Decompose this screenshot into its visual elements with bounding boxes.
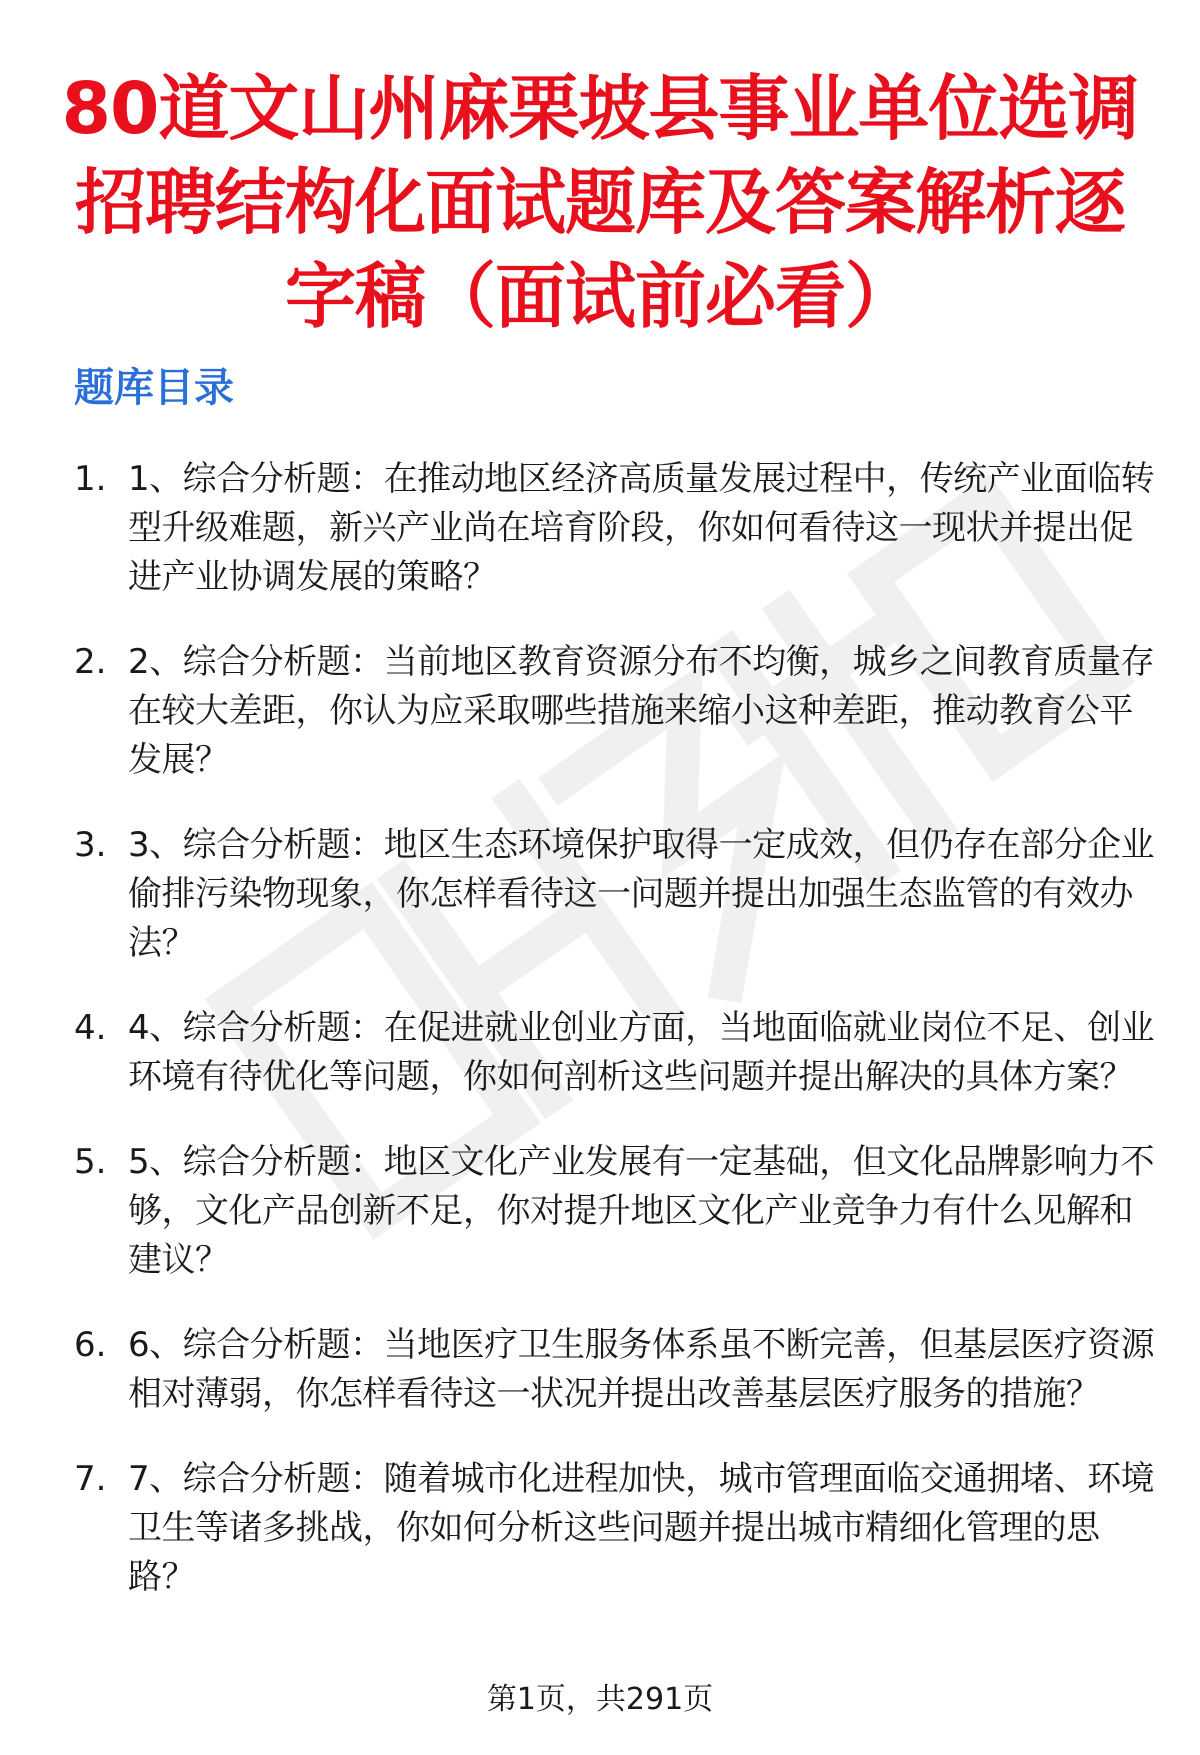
toc-item-text: 6、综合分析题：当地医疗卫生服务体系虽不断完善，但基层医疗资源相对薄弱，你怎样看待这一状况并提出改善基层医疗服务的措施？: [128, 1325, 1155, 1414]
toc-item-number: 3.: [74, 825, 107, 865]
page-number-footer: 第1页，共291页: [486, 1682, 714, 1717]
toc-item[interactable]: [74, 455, 1164, 602]
toc-item-text: 1、综合分析题：在推动地区经济高质量发展过程中，传统产业面临转型升级难题，新兴产业尚在培育阶段，你如何看待这一现状并提出促进产业协调发展的策略？: [128, 459, 1155, 597]
toc-item-number: 5.: [74, 1142, 107, 1182]
toc-item-number: 1.: [74, 459, 107, 499]
toc-item[interactable]: [74, 1321, 1164, 1419]
toc-item-number: 2.: [74, 642, 107, 682]
toc-item[interactable]: [74, 1004, 1164, 1102]
toc-list: [74, 455, 1164, 1638]
toc-item-text: 4、综合分析题：在促进就业创业方面，当地面临就业岗位不足、创业环境有待优化等问题，你如何剖析这些问题并提出解决的具体方案？: [128, 1008, 1155, 1097]
toc-item-text: 3、综合分析题：地区生态环境保护取得一定成效，但仍存在部分企业偷排污染物现象，你怎样看待这一问题并提出加强生态监管的有效办法？: [128, 825, 1155, 963]
toc-item[interactable]: [74, 1455, 1164, 1602]
toc-item-number: 4.: [74, 1008, 107, 1048]
document-title: 80道文山州麻栗坡县事业单位选调招聘结构化面试题库及答案解析逐字稿（面试前必看）: [61, 67, 1139, 338]
toc-item[interactable]: [74, 638, 1164, 785]
toc-item[interactable]: [74, 1138, 1164, 1285]
toc-item[interactable]: [74, 821, 1164, 968]
toc-item-text: 7、综合分析题：随着城市化进程加快，城市管理面临交通拥堵、环境卫生等诸多挑战，你如何分析这些问题并提出城市精细化管理的思路？: [128, 1459, 1155, 1597]
toc-item-text: 5、综合分析题：地区文化产业发展有一定基础，但文化品牌影响力不够，文化产品创新不足，你对提升地区文化产业竞争力有什么见解和建议？: [128, 1142, 1155, 1280]
toc-item-number: 7.: [74, 1459, 107, 1499]
toc-item-number: 6.: [74, 1325, 107, 1365]
toc-item-text: 2、综合分析题：当前地区教育资源分布不均衡，城乡之间教育质量存在较大差距，你认为应采取哪些措施来缩小这种差距，推动教育公平发展？: [128, 642, 1155, 780]
toc-heading: 题库目录: [74, 365, 234, 411]
